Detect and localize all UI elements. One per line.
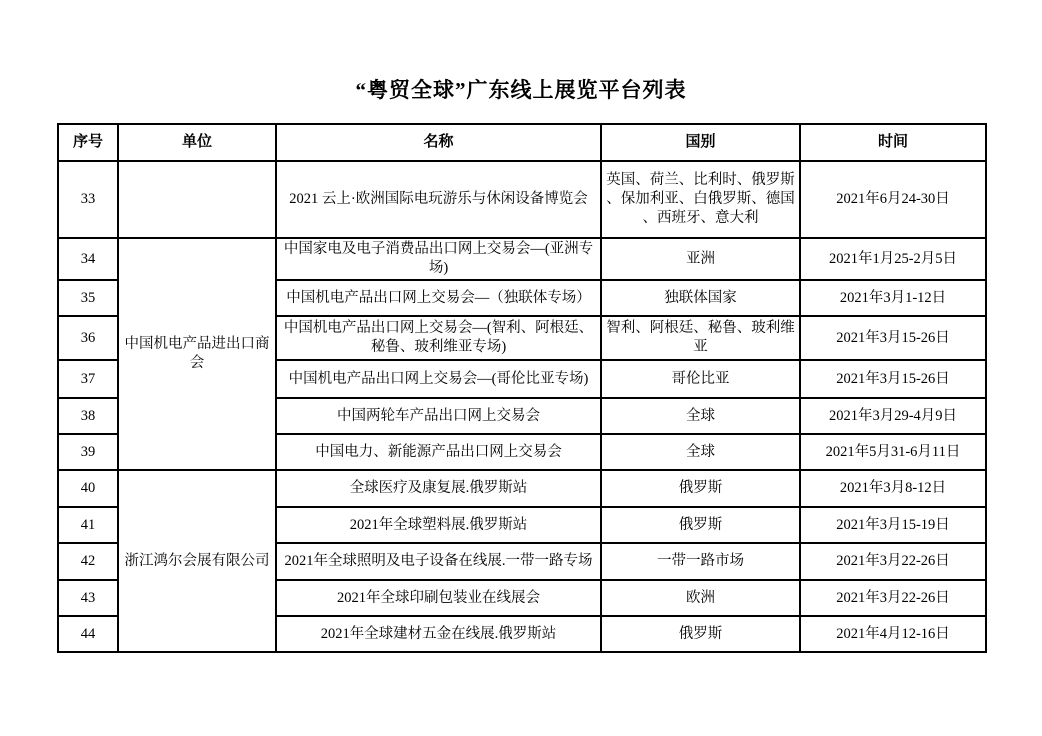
cell-index: 35: [58, 280, 118, 316]
cell-time: 2021年3月15-19日: [800, 507, 986, 543]
cell-time: 2021年6月24-30日: [800, 161, 986, 238]
col-header-unit: 单位: [118, 124, 276, 161]
cell-name: 2021年全球建材五金在线展.俄罗斯站: [276, 616, 601, 652]
cell-unit-merged: 浙江鸿尔会展有限公司: [118, 470, 276, 652]
cell-time: 2021年4月12-16日: [800, 616, 986, 652]
cell-country: 全球: [601, 434, 800, 470]
cell-name: 中国两轮车产品出口网上交易会: [276, 398, 601, 434]
cell-time: 2021年3月22-26日: [800, 580, 986, 616]
cell-index: 36: [58, 316, 118, 360]
cell-index: 39: [58, 434, 118, 470]
exhibition-table: [57, 123, 987, 653]
cell-country: 全球: [601, 398, 800, 434]
col-header-index: 序号: [58, 124, 118, 161]
page-title: “粤贸全球”广东线上展览平台列表: [355, 78, 687, 102]
cell-country: 俄罗斯: [601, 507, 800, 543]
cell-country: 哥伦比亚: [601, 360, 800, 398]
cell-name: 中国机电产品出口网上交易会—（独联体专场）: [276, 280, 601, 316]
cell-name: 2021年全球塑料展.俄罗斯站: [276, 507, 601, 543]
cell-time: 2021年1月25-2月5日: [800, 238, 986, 280]
cell-country: 智利、阿根廷、秘鲁、玻利维亚: [601, 316, 800, 360]
cell-time: 2021年3月1-12日: [800, 280, 986, 316]
cell-name: 中国电力、新能源产品出口网上交易会: [276, 434, 601, 470]
cell-name: 中国家电及电子消费品出口网上交易会—(亚洲专场): [276, 238, 601, 280]
cell-time: 2021年5月31-6月11日: [800, 434, 986, 470]
col-header-name: 名称: [276, 124, 601, 161]
cell-index: 38: [58, 398, 118, 434]
cell-country: 亚洲: [601, 238, 800, 280]
cell-unit-merged: 中国机电产品进出口商会: [118, 238, 276, 470]
cell-index: 33: [58, 161, 118, 238]
cell-unit: [118, 161, 276, 238]
cell-name: 2021 云上·欧洲国际电玩游乐与休闲设备博览会: [276, 161, 601, 238]
cell-name: 2021年全球印刷包装业在线展会: [276, 580, 601, 616]
table-header-row: [58, 124, 986, 161]
cell-index: 42: [58, 543, 118, 580]
cell-name: 2021年全球照明及电子设备在线展.一带一路专场: [276, 543, 601, 580]
col-header-country: 国别: [601, 124, 800, 161]
cell-country: 独联体国家: [601, 280, 800, 316]
cell-name: 中国机电产品出口网上交易会—(哥伦比亚专场): [276, 360, 601, 398]
cell-name: 全球医疗及康复展.俄罗斯站: [276, 470, 601, 507]
cell-index: 43: [58, 580, 118, 616]
cell-index: 40: [58, 470, 118, 507]
col-header-time: 时间: [800, 124, 986, 161]
cell-name: 中国机电产品出口网上交易会—(智利、阿根廷、秘鲁、玻利维亚专场): [276, 316, 601, 360]
cell-country: 一带一路市场: [601, 543, 800, 580]
table-row: [58, 470, 986, 507]
table-row: [58, 161, 986, 238]
cell-time: 2021年3月8-12日: [800, 470, 986, 507]
cell-time: 2021年3月15-26日: [800, 316, 986, 360]
cell-country: 俄罗斯: [601, 616, 800, 652]
cell-country: 欧洲: [601, 580, 800, 616]
cell-index: 37: [58, 360, 118, 398]
cell-country: 俄罗斯: [601, 470, 800, 507]
cell-index: 44: [58, 616, 118, 652]
cell-country: 英国、荷兰、比利时、俄罗斯 、保加利亚、白俄罗斯、德国 、西班牙、意大利: [601, 161, 800, 238]
cell-time: 2021年3月22-26日: [800, 543, 986, 580]
table-row: [58, 238, 986, 280]
cell-index: 34: [58, 238, 118, 280]
cell-time: 2021年3月15-26日: [800, 360, 986, 398]
cell-index: 41: [58, 507, 118, 543]
cell-time: 2021年3月29-4月9日: [800, 398, 986, 434]
